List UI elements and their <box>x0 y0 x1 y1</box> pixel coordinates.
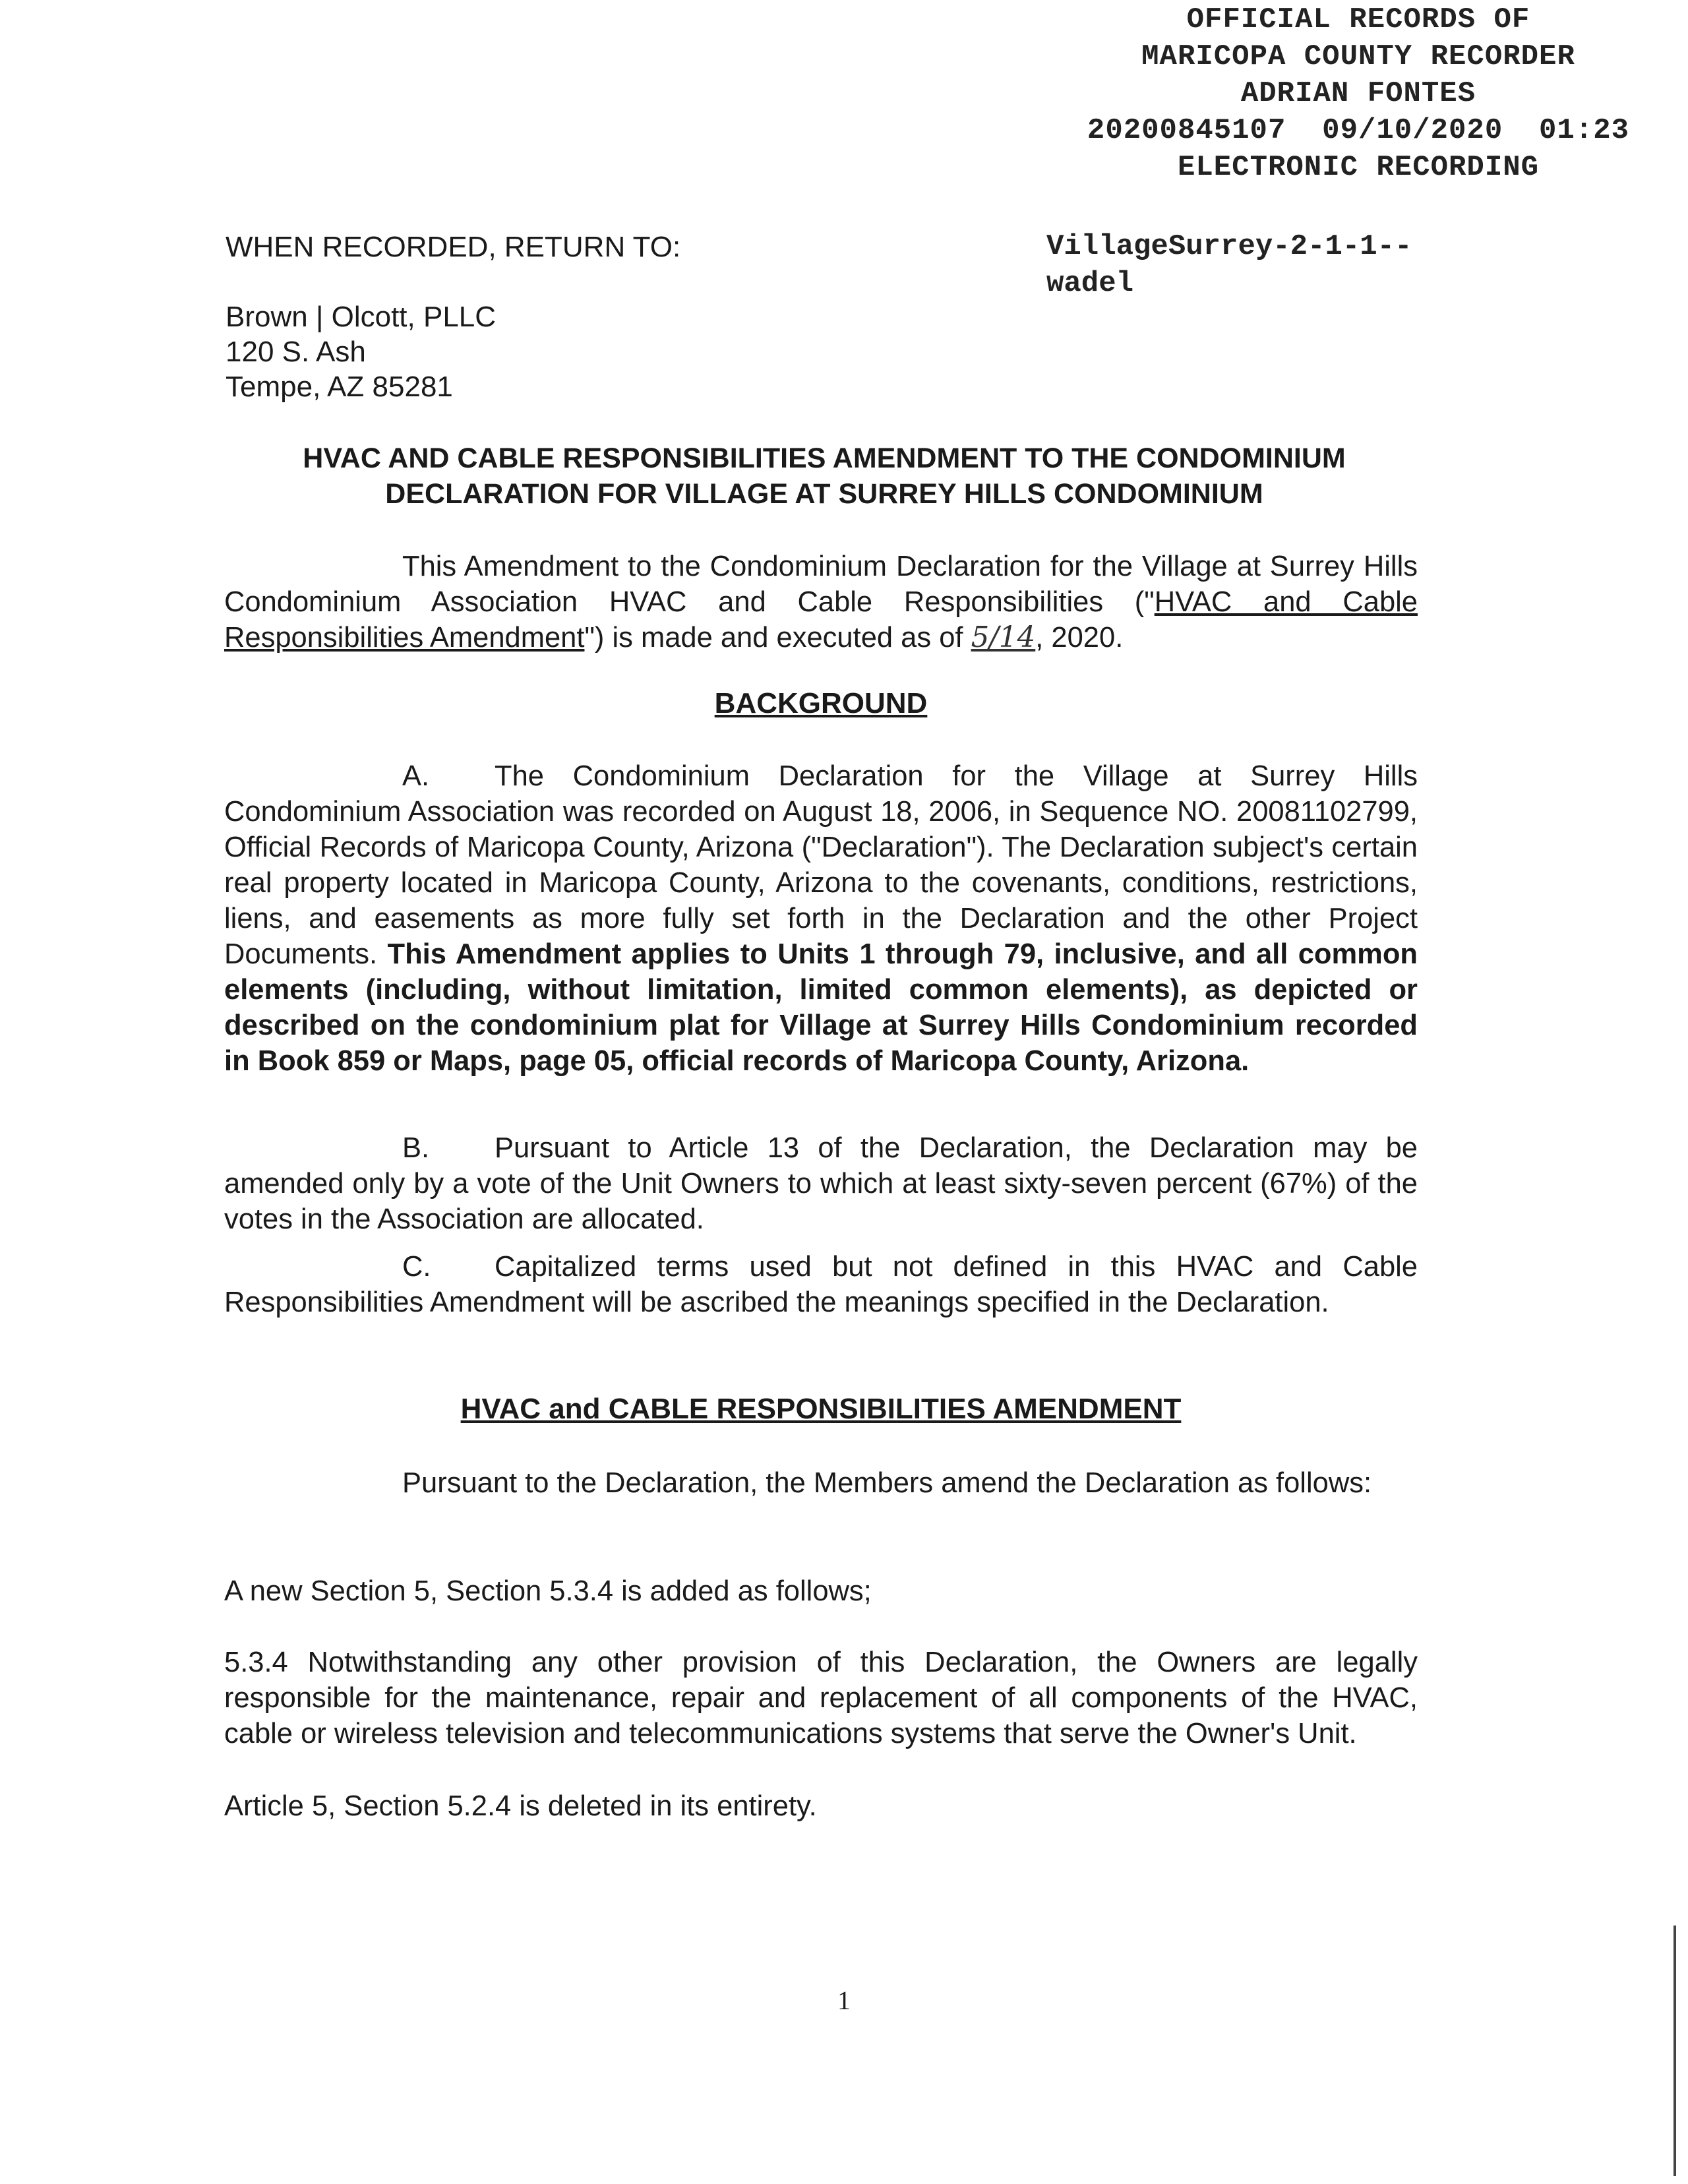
handwritten-date: 5/14 <box>971 621 1036 654</box>
amendment-lead-text: Pursuant to the Declaration, the Members amend the Declaration as follows: <box>402 1467 1372 1499</box>
reference-code-line-2: wadel <box>1046 267 1134 300</box>
stamp-line-3: ADRIAN FONTES <box>1240 77 1476 110</box>
title-line-2: DECLARATION FOR VILLAGE AT SURREY HILLS CONDOMINIUM <box>385 478 1263 510</box>
document-title <box>224 440 1424 512</box>
paragraph-c-text: Capitalized terms used but not defined in this HVAC and Cable Responsibilities Amendment will be ascribed the meanings specified in the Declaration. <box>224 1251 1418 1318</box>
intro-defined-term: HVAC and Cable Responsibilities Amendment <box>224 586 1418 653</box>
intro-text-2: ") is made and executed as of <box>584 622 971 653</box>
paragraph-a-bold-text: This Amendment applies to Units 1 through 79, inclusive, and all common elements (including, without limitation, limited common elements), as depicted or described on the condominium plat for Village at Surrey Hills Condominium recorded in Book 859 or Maps, page 05, official records of Maricopa County, Arizona. <box>224 938 1418 1077</box>
amendment-lead-paragraph <box>224 1465 1418 1501</box>
recording-stamp <box>1035 1 1681 186</box>
intro-paragraph <box>224 549 1418 655</box>
address-street: 120 S. Ash <box>226 336 366 368</box>
paragraph-b-text: Pursuant to Article 13 of the Declaration, the Declaration may be amended only by a vote of the Unit Owners to which at least sixty-seven percent (67%) of the votes in the Association are allocated. <box>224 1132 1418 1235</box>
address-name: Brown | Olcott, PLLC <box>226 301 497 333</box>
reference-code-line-1: VillageSurrey-2-1-1-- <box>1046 230 1412 263</box>
paragraph-c-letter: C. <box>402 1251 431 1283</box>
stamp-line-5: ELECTRONIC RECORDING <box>1177 151 1540 184</box>
reference-code <box>1046 228 1412 302</box>
title-line-1: HVAC AND CABLE RESPONSIBILITIES AMENDMENT TO THE CONDOMINIUM <box>303 442 1346 474</box>
stamp-line-4: 20200845107 09/10/2020 01:23 <box>1087 114 1630 147</box>
background-paragraph-c <box>224 1249 1418 1320</box>
paragraph-a-letter: A. <box>402 760 430 792</box>
background-paragraph-a <box>224 758 1418 1079</box>
paragraph-a-text: The Condominium Declaration for the Village at Surrey Hills Condominium Association was recorded on August 18, 2006, in Sequence NO. 20081102799, Official Records of Maricopa County, Arizona ("Declaration"). The Declaration subject's certain real property located in Maricopa County, Arizona to the covenants, conditions, restrictions, liens, and easements as more fully set forth in the Declaration and the other Project Documents. <box>224 760 1418 970</box>
stamp-line-2: MARICOPA COUNTY RECORDER <box>1141 40 1575 73</box>
page-number: 1 <box>837 1986 851 2015</box>
address-city: Tempe, AZ 85281 <box>226 371 453 403</box>
section-534-paragraph: 5.3.4 Notwithstanding any other provision of this Declaration, the Owners are legally responsible for the maintenance, repair and replacement of all components of the HVAC, cable or wireless television and telecommunications systems that serve the Owner's Unit. <box>224 1647 1418 1749</box>
amendment-heading: HVAC and CABLE RESPONSIBILITIES AMENDMENT <box>460 1393 1182 1425</box>
scan-edge-mark <box>1673 1926 1676 2176</box>
new-section-line: A new Section 5, Section 5.3.4 is added as follows; <box>224 1575 872 1607</box>
return-to-label: WHEN RECORDED, RETURN TO: <box>226 231 681 263</box>
background-paragraph-b <box>224 1130 1418 1237</box>
deletion-line: Article 5, Section 5.2.4 is deleted in its entirety. <box>224 1790 817 1822</box>
stamp-line-1: OFFICIAL RECORDS OF <box>1186 3 1530 36</box>
intro-text-3: , 2020. <box>1035 622 1124 653</box>
return-address <box>226 299 496 404</box>
background-heading: BACKGROUND <box>714 687 928 719</box>
intro-text-1: This Amendment to the Condominium Declaration for the Village at Surrey Hills Condominium Association HVAC and Cable Responsibilities (" <box>224 551 1418 618</box>
paragraph-b-letter: B. <box>402 1132 430 1164</box>
